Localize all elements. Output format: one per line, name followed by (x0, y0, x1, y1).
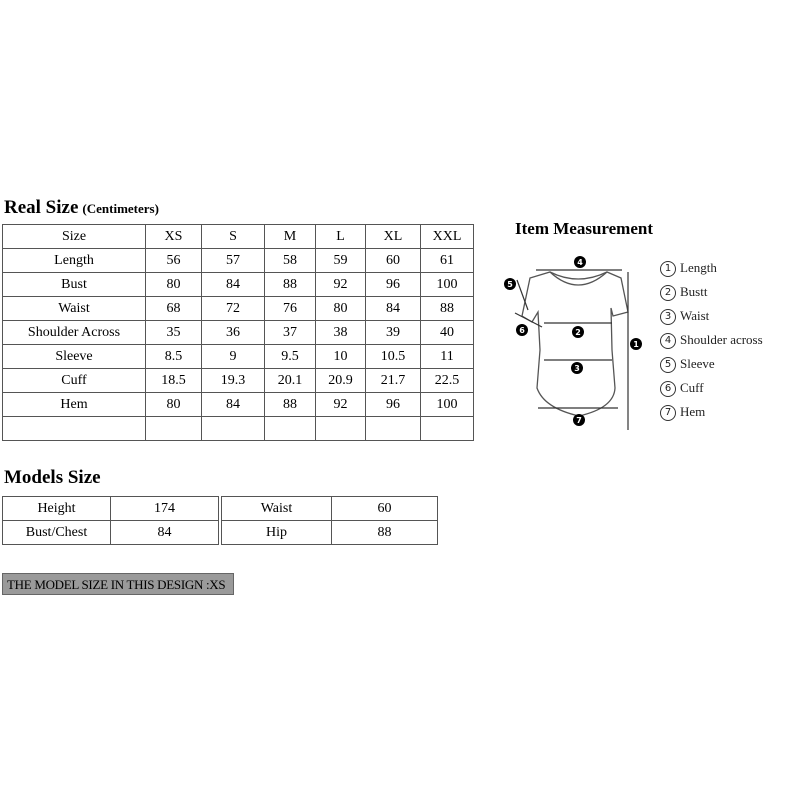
table-header-row (3, 225, 474, 249)
size-value-cell: S (202, 225, 265, 249)
legend-item (660, 306, 763, 330)
size-value-cell: 20.9 (316, 369, 366, 393)
number-circle-icon: 3 (660, 309, 676, 325)
size-value-cell: 37 (265, 321, 316, 345)
model-label: Bust/Chest (3, 521, 111, 545)
size-value-cell: 40 (421, 321, 474, 345)
model-label: Hip (222, 521, 332, 545)
size-value-cell: 19.3 (202, 369, 265, 393)
table-row (3, 297, 474, 321)
row-label-cell: Cuff (3, 369, 146, 393)
legend-item (660, 330, 763, 354)
model-value: 60 (332, 497, 438, 521)
legend-label: Shoulder across (680, 332, 763, 347)
marker-bust: 2 (575, 328, 581, 337)
size-value-cell: L (316, 225, 366, 249)
number-circle-icon: 5 (660, 357, 676, 373)
size-value-cell: 58 (265, 249, 316, 273)
table-row (3, 393, 474, 417)
size-value-cell: 18.5 (146, 369, 202, 393)
size-value-cell: 21.7 (366, 369, 421, 393)
size-value-cell (265, 417, 316, 441)
size-value-cell: 38 (316, 321, 366, 345)
size-value-cell: 56 (146, 249, 202, 273)
size-value-cell: 68 (146, 297, 202, 321)
number-circle-icon: 4 (660, 333, 676, 349)
legend-label: Hem (680, 404, 706, 419)
row-label-cell: Size (3, 225, 146, 249)
number-circle-icon: 7 (660, 405, 676, 421)
legend-item (660, 282, 763, 306)
size-value-cell: 10 (316, 345, 366, 369)
size-value-cell (366, 417, 421, 441)
marker-length: 1 (633, 340, 639, 349)
table-row (222, 497, 438, 521)
table-row (3, 417, 474, 441)
table-row (3, 321, 474, 345)
size-value-cell: 84 (202, 393, 265, 417)
size-value-cell: XXL (421, 225, 474, 249)
size-value-cell: 92 (316, 393, 366, 417)
row-label-cell: Waist (3, 297, 146, 321)
size-value-cell: M (265, 225, 316, 249)
size-value-cell: 39 (366, 321, 421, 345)
size-value-cell: 59 (316, 249, 366, 273)
legend-label: Bustt (680, 284, 708, 299)
row-label-cell: Shoulder Across (3, 321, 146, 345)
item-measurement-title: Item Measurement (515, 219, 654, 238)
size-value-cell: 57 (202, 249, 265, 273)
model-label: Waist (222, 497, 332, 521)
row-label-cell: Sleeve (3, 345, 146, 369)
size-value-cell (421, 417, 474, 441)
size-value-cell: 84 (202, 273, 265, 297)
model-value: 88 (332, 521, 438, 545)
size-value-cell: 100 (421, 393, 474, 417)
table-row (3, 369, 474, 393)
size-value-cell: 96 (366, 273, 421, 297)
table-row (3, 249, 474, 273)
size-value-cell: 92 (316, 273, 366, 297)
row-label-cell (3, 417, 146, 441)
table-row (3, 497, 219, 521)
row-label-cell: Bust (3, 273, 146, 297)
table-row (222, 521, 438, 545)
models-table-right (221, 496, 438, 545)
size-value-cell: 88 (265, 273, 316, 297)
marker-waist: 3 (574, 364, 580, 373)
size-value-cell: 80 (146, 273, 202, 297)
real-size-heading: Real Size (4, 197, 79, 218)
size-value-cell: 8.5 (146, 345, 202, 369)
model-value: 174 (111, 497, 219, 521)
legend-item (660, 402, 763, 426)
row-label-cell: Length (3, 249, 146, 273)
real-size-unit: (Centimeters) (82, 201, 159, 216)
number-circle-icon: 6 (660, 381, 676, 397)
legend-label: Cuff (680, 380, 704, 395)
size-value-cell: 10.5 (366, 345, 421, 369)
model-size-banner: THE MODEL SIZE IN THIS DESIGN :XS (2, 573, 234, 595)
size-value-cell: 100 (421, 273, 474, 297)
table-row (3, 345, 474, 369)
size-value-cell: 80 (146, 393, 202, 417)
size-value-cell: 35 (146, 321, 202, 345)
legend-label: Waist (680, 308, 710, 323)
legend-item (660, 378, 763, 402)
size-value-cell: 36 (202, 321, 265, 345)
marker-hem: 7 (576, 416, 582, 425)
marker-sleeve: 5 (507, 280, 513, 289)
legend-item (660, 258, 763, 282)
marker-shoulder: 4 (577, 258, 583, 267)
model-value: 84 (111, 521, 219, 545)
size-value-cell (202, 417, 265, 441)
real-size-title (4, 197, 159, 219)
row-label-cell: Hem (3, 393, 146, 417)
number-circle-icon: 1 (660, 261, 676, 277)
number-circle-icon: 2 (660, 285, 676, 301)
size-value-cell: 88 (421, 297, 474, 321)
size-value-cell: 72 (202, 297, 265, 321)
size-value-cell: 84 (366, 297, 421, 321)
models-size-title: Models Size (4, 467, 101, 488)
size-value-cell: 11 (421, 345, 474, 369)
size-value-cell: 61 (421, 249, 474, 273)
size-value-cell (316, 417, 366, 441)
measurement-legend (660, 258, 763, 426)
size-value-cell: XS (146, 225, 202, 249)
legend-label: Sleeve (680, 356, 715, 371)
legend-label: Length (680, 260, 717, 275)
table-row (3, 521, 219, 545)
size-value-cell: 20.1 (265, 369, 316, 393)
model-label: Height (3, 497, 111, 521)
size-value-cell: 9 (202, 345, 265, 369)
size-value-cell: 76 (265, 297, 316, 321)
size-value-cell: 80 (316, 297, 366, 321)
size-value-cell: 60 (366, 249, 421, 273)
size-value-cell: 9.5 (265, 345, 316, 369)
size-chart-table (2, 224, 474, 441)
models-table-left (2, 496, 219, 545)
table-row (3, 273, 474, 297)
size-value-cell: 88 (265, 393, 316, 417)
marker-cuff: 6 (519, 326, 525, 335)
size-value-cell (146, 417, 202, 441)
size-value-cell: XL (366, 225, 421, 249)
size-value-cell: 22.5 (421, 369, 474, 393)
tshirt-diagram (500, 250, 650, 435)
legend-item (660, 354, 763, 378)
size-value-cell: 96 (366, 393, 421, 417)
